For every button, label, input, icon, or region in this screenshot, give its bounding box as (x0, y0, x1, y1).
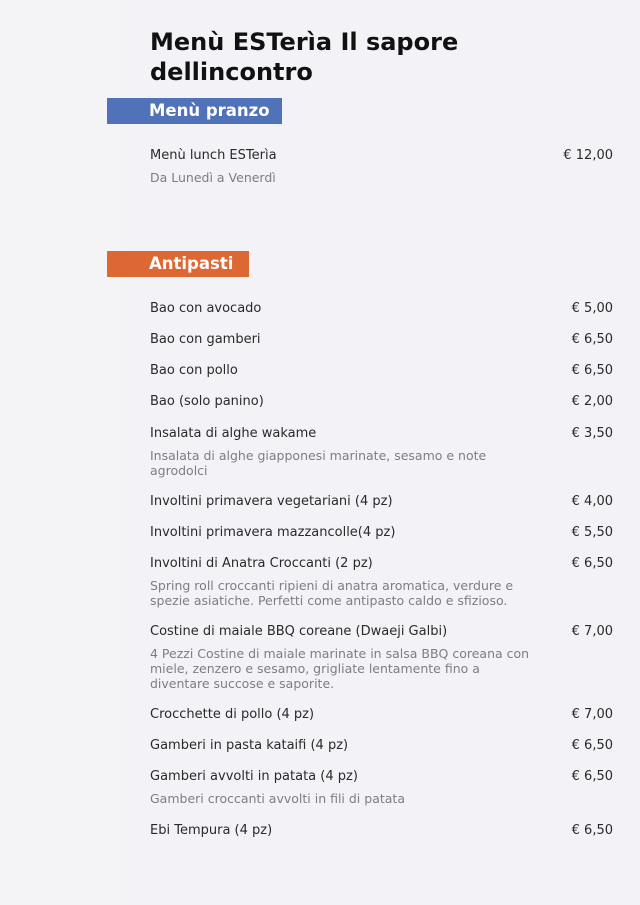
item-price: € 6,50 (571, 738, 613, 753)
item-name: Gamberi in pasta kataifi (4 pz) (150, 738, 349, 753)
menu-item (150, 738, 613, 754)
item-price: € 6,50 (571, 332, 613, 347)
menu-item (150, 148, 613, 185)
item-price: € 5,50 (571, 525, 613, 540)
item-name: Insalata di alghe wakame (150, 426, 317, 441)
menu-item (150, 394, 613, 410)
item-name: Gamberi avvolti in patata (4 pz) (150, 769, 358, 784)
item-name: Costine di maiale BBQ coreane (Dwaeji Galbi) (150, 624, 448, 639)
section-heading-antipasti: Antipasti (107, 251, 249, 277)
item-price: € 7,00 (571, 624, 613, 639)
section-heading-lunch: Menù pranzo (107, 98, 282, 124)
item-name: Involtini primavera vegetariani (4 pz) (150, 494, 393, 509)
menu-item (150, 769, 613, 806)
item-name: Bao con gamberi (150, 332, 261, 347)
menu-item (150, 707, 613, 723)
item-name: Menù lunch ESTerìa (150, 148, 277, 163)
item-description: Insalata di alghe giapponesi marinate, sesamo e note agrodolci (150, 448, 487, 478)
menu-item (150, 426, 613, 478)
item-price: € 7,00 (571, 707, 613, 722)
item-name: Involtini primavera mazzancolle(4 pz) (150, 525, 396, 540)
item-name: Ebi Tempura (4 pz) (150, 823, 273, 838)
item-price: € 2,00 (571, 394, 613, 409)
item-price: € 6,50 (571, 823, 613, 838)
menu-item (150, 525, 613, 541)
menu-item (150, 363, 613, 379)
item-price: € 5,00 (571, 301, 613, 316)
item-name: Bao con avocado (150, 301, 262, 316)
menu-title: Menù ESTerìa Il sapore dellincontro (150, 28, 459, 86)
item-name: Crocchette di pollo (4 pz) (150, 707, 315, 722)
menu-item (150, 301, 613, 317)
item-description: 4 Pezzi Costine di maiale marinate in salsa BBQ coreana con miele, zenzero e sesamo, grigliate lentamente fino a diventare succose e saporite. (150, 646, 530, 691)
item-price: € 4,00 (571, 494, 613, 509)
item-price: € 6,50 (571, 769, 613, 784)
menu-item (150, 624, 613, 691)
menu-item (150, 494, 613, 510)
menu-item (150, 332, 613, 348)
item-price: € 6,50 (571, 556, 613, 571)
item-description: Gamberi croccanti avvolti in fili di patata (150, 791, 405, 806)
item-description: Da Lunedì a Venerdì (150, 170, 276, 185)
item-price: € 12,00 (563, 148, 613, 163)
item-description: Spring roll croccanti ripieni di anatra aromatica, verdure e spezie asiatiche. Perfetti come antipasto caldo e sfizioso. (150, 578, 514, 608)
item-name: Involtini di Anatra Croccanti (2 pz) (150, 556, 373, 571)
menu-item (150, 556, 613, 608)
item-name: Bao (solo panino) (150, 394, 264, 409)
menu-item (150, 823, 613, 839)
page-margin (0, 0, 122, 905)
item-price: € 3,50 (571, 426, 613, 441)
item-price: € 6,50 (571, 363, 613, 378)
item-name: Bao con pollo (150, 363, 238, 378)
